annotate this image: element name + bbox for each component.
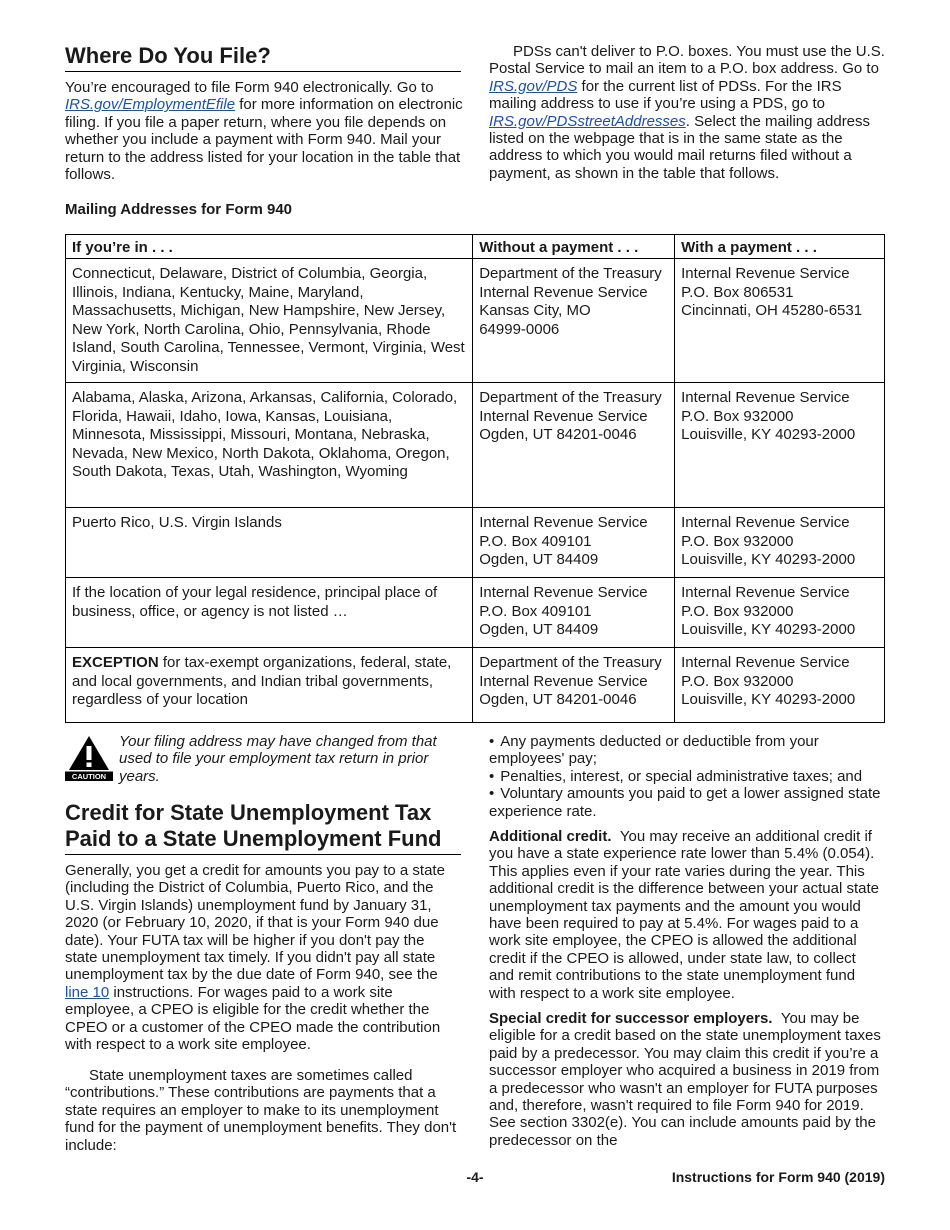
- without-payment-cell: Department of the Treasury Internal Revenue Service Ogden, UT 84201-0046: [473, 383, 675, 508]
- table-header-row: [66, 235, 885, 259]
- additional-credit-paragraph: Additional credit. You may receive an additional credit if you have a state experience rate lower than 5.4% (0.054). This applies even if your rate varies during the year. This additional credit is the difference between your actual state unemployment tax payments and the amount you would have been required to pay at 5.4%. For wages paid to a work site employee, the CPEO is allowed the additional credit if the CPEO is allowed, under state law, to collect and remit contributions to the state unemployment fund with respect to a work site employee.: [489, 828, 879, 1002]
- employment-efile-link[interactable]: IRS.gov/EmploymentEfile: [65, 96, 236, 114]
- caution-icon-label: CAUTION: [71, 772, 107, 781]
- caution-icon: [65, 735, 113, 786]
- pds-paragraph: PDSs can't deliver to P.O. boxes. You must use the U.S. Postal Service to mail an item to a P.O. box address. Go to IRS.gov/PDS for the current list of PDSs. For the IRS mailing address to use if you’re using a PDS, go to IRS.gov/PDSstreetAddresses. Select the mailing address listed on the webpage that is in the same state as the address to which you would mail returns filed without a payment, as shown in the table that follows.: [489, 43, 885, 182]
- irs-pds-link[interactable]: IRS.gov/PDS: [489, 77, 578, 95]
- without-payment-cell: Department of the Treasury Internal Revenue Service Ogden, UT 84201-0046: [473, 648, 675, 723]
- heading-rule: [65, 71, 461, 72]
- mailing-address-table: [65, 234, 885, 723]
- table-row: [66, 648, 885, 723]
- credit-heading: Credit for State Unemployment Tax Paid to a State Unemployment Fund: [65, 800, 442, 851]
- heading-rule: [65, 854, 461, 855]
- location-cell: Alabama, Alaska, Arizona, Arkansas, California, Colorado, Florida, Hawaii, Idaho, Iowa, Kansas, Louisiana, Minnesota, Mississippi, Missouri, Montana, Nebraska, Nevada, New Mexico, North Dakota, Oklahoma, Oregon, South Dakota, Texas, Utah, Washington, Wyoming: [66, 383, 473, 508]
- with-payment-cell: Internal Revenue Service P.O. Box 932000 Louisville, KY 40293-2000: [675, 578, 885, 648]
- with-payment-cell: Internal Revenue Service P.O. Box 932000 Louisville, KY 40293-2000: [675, 648, 885, 723]
- with-payment-cell: Internal Revenue Service P.O. Box 932000 Louisville, KY 40293-2000: [675, 508, 885, 578]
- exception-label: EXCEPTION: [72, 654, 159, 671]
- list-item: • Penalties, interest, or special administrative taxes; and: [489, 768, 885, 785]
- header-location: If you’re in . . .: [66, 235, 473, 259]
- with-payment-cell: Internal Revenue Service P.O. Box 806531 Cincinnati, OH 45280-6531: [675, 259, 885, 383]
- table-row: [66, 383, 885, 508]
- list-item: • Any payments deducted or deductible from your employees' pay;: [489, 733, 885, 768]
- additional-credit-label: Additional credit.: [489, 828, 612, 845]
- table-row: [66, 578, 885, 648]
- table-row: [66, 259, 885, 383]
- without-payment-cell: Internal Revenue Service P.O. Box 409101 Ogden, UT 84409: [473, 578, 675, 648]
- list-item: • Voluntary amounts you paid to get a lower assigned state experience rate.: [489, 785, 885, 820]
- without-payment-cell: Department of the Treasury Internal Revenue Service Kansas City, MO 64999-0006: [473, 259, 675, 383]
- table-caption: Mailing Addresses for Form 940: [65, 201, 293, 218]
- caution-text: Your filing address may have changed from that used to file your employment tax return in prior years.: [119, 733, 437, 785]
- location-cell: Connecticut, Delaware, District of Columbia, Georgia, Illinois, Indiana, Kentucky, Maine, Maryland, Massachusetts, Michigan, New Hampshire, New Jersey, New York, North Carolina, Ohio, Pennsylvania, Rhode Island, South Carolina, Tennessee, Vermont, Virginia, West Virginia, Wisconsin: [66, 259, 473, 383]
- without-payment-cell: Internal Revenue Service P.O. Box 409101 Ogden, UT 84409: [473, 508, 675, 578]
- location-cell: EXCEPTION for tax-exempt organizations, federal, state, and local governments, and Indian tribal governments, regardless of your location: [66, 648, 473, 723]
- header-with-payment: With a payment . . .: [675, 235, 885, 259]
- page-number: -4-: [466, 1169, 484, 1185]
- where-file-heading: Where Do You File?: [65, 43, 271, 68]
- successor-credit-paragraph: Special credit for successor employers. You may be eligible for a credit based on the state unemployment taxes paid by a predecessor. You may claim this credit if you’re a successor employer who acquired a business in 2019 from a predecessor who wasn't an employer for FUTA purposes and, therefore, wasn't required to file Form 940 for 2019. See section 3302(e). You can include amounts paid by the predecessor on the: [489, 1010, 881, 1149]
- successor-credit-label: Special credit for successor employers.: [489, 1010, 773, 1027]
- excluded-payments-list: [489, 733, 885, 820]
- header-without-payment: Without a payment . . .: [473, 235, 675, 259]
- contributions-paragraph: State unemployment taxes are sometimes called “contributions.” These contributions are payments that a state requires an employer to make to its unemployment fund for the payment of unemployment benefits. They don't include:: [65, 1067, 457, 1154]
- pds-street-addresses-link[interactable]: IRS.gov/PDSstreetAddresses: [489, 112, 686, 130]
- location-cell: Puerto Rico, U.S. Virgin Islands: [66, 508, 473, 578]
- location-cell: If the location of your legal residence, principal place of business, office, or agency is not listed …: [66, 578, 473, 648]
- document-title: Instructions for Form 940 (2019): [671, 1169, 885, 1185]
- line-10-link[interactable]: line 10: [65, 983, 110, 1001]
- with-payment-cell: Internal Revenue Service P.O. Box 932000 Louisville, KY 40293-2000: [675, 383, 885, 508]
- credit-paragraph: Generally, you get a credit for amounts you pay to a state (including the District of Columbia, Puerto Rico, and the U.S. Virgin Islands) unemployment fund by January 31, 2020 (or February 10, 2020, if that is your Form 940 due date). Your FUTA tax will be higher if you don't pay the state unemployment tax timely. If you didn't pay all state unemployment tax by the due date of Form 940, see the line 10 instructions. For wages paid to a work site employee, a CPEO is eligible for the credit whether the CPEO or a customer of the CPEO made the contribution with respect to a work site employee.: [65, 862, 445, 1054]
- where-file-paragraph: You’re encouraged to file Form 940 electronically. Go to IRS.gov/EmploymentEfile for more information on electronic filing. If you file a paper return, where you file depends on whether you include a payment with Form 940. Mail your return to the address listed for your location in the table that follows.: [65, 79, 463, 184]
- table-row: [66, 508, 885, 578]
